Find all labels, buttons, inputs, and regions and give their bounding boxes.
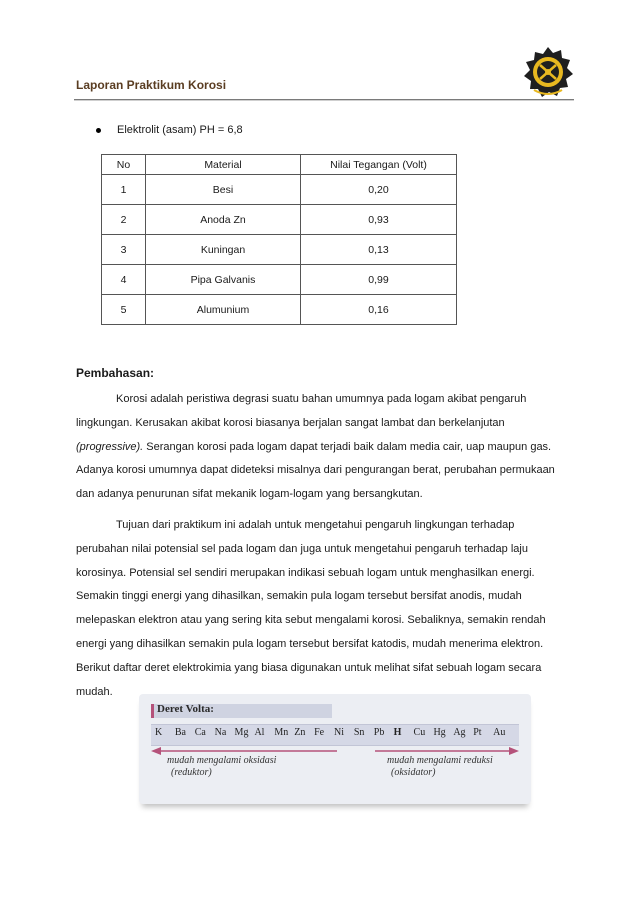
paragraph-line: perubahan nilai potensial sel pada logam dan juga untuk mengetahui pengaruh terhadap laju — [76, 542, 528, 555]
table-row — [102, 235, 457, 265]
page-header-title: Laporan Praktikum Korosi — [76, 78, 227, 92]
volta-metal-mg: Mg — [234, 727, 249, 738]
volta-arrows — [139, 694, 531, 804]
volta-metal-au: Au — [493, 727, 506, 738]
cell-material: Pipa Galvanis — [146, 265, 301, 295]
cell-material: Kuningan — [146, 235, 301, 265]
volta-metal-hg: Hg — [433, 727, 446, 738]
cell-no: 3 — [102, 235, 146, 265]
paragraph-line: lingkungan. Kerusakan akibat korosi biasanya berjalan sangat lambat dan berkelanjutan — [76, 416, 505, 429]
arrow-left-icon — [151, 747, 161, 755]
volta-metal-pt: Pt — [473, 727, 482, 738]
volta-metal-ni: Ni — [334, 727, 344, 738]
cell-material: Besi — [146, 175, 301, 205]
cell-no: 5 — [102, 295, 146, 325]
voltage-table — [101, 154, 457, 325]
volta-metal-h: H — [393, 727, 402, 738]
volta-metal-ag: Ag — [453, 727, 466, 738]
paragraph-line: dan adanya penurunan sifat mekanik logam-logam yang bersangkutan. — [76, 488, 423, 501]
paragraph-line: energi yang dihasilkan semakin pula logam tersebut bersifat katodis, mudah menerima elektron. — [76, 637, 544, 650]
table-row — [102, 265, 457, 295]
cell-material: Anoda Zn — [146, 205, 301, 235]
paragraph-line: Berikut daftar deret elektrokimia yang biasa digunakan untuk melihat sifat sebuah logam secara — [76, 661, 542, 674]
volta-metal-k: K — [155, 727, 163, 738]
electrolyte-bullet — [96, 124, 243, 136]
paragraph-line: (progressive). Serangan korosi pada logam dapat terjadi baik dalam media cair, uap maupun gas. — [76, 440, 552, 453]
cell-no: 4 — [102, 265, 146, 295]
cell-voltage: 0,13 — [301, 235, 457, 265]
arrow-right-icon — [509, 747, 519, 755]
bullet-dot — [96, 128, 101, 133]
header-divider — [74, 99, 574, 100]
table-header-row — [102, 155, 457, 175]
paragraph-line: Korosi adalah peristiwa degrasi suatu bahan umumnya pada logam akibat pengaruh — [116, 393, 527, 405]
volta-metal-pb: Pb — [373, 727, 385, 738]
cell-voltage: 0,16 — [301, 295, 457, 325]
volta-metal-mn: Mn — [274, 727, 289, 738]
volta-metal-sn: Sn — [353, 727, 365, 738]
table-row — [102, 175, 457, 205]
paragraph-line: mudah. — [76, 685, 113, 698]
paragraph-corrosion-definition — [76, 388, 572, 507]
electrolyte-label: Elektrolit (asam) PH = 6,8 — [117, 124, 243, 136]
cell-no: 1 — [102, 175, 146, 205]
oxidation-label: mudah mengalami oksidasi (reduktor) — [167, 755, 277, 778]
volta-metal-cu: Cu — [413, 727, 426, 738]
cell-voltage: 0,99 — [301, 265, 457, 295]
paragraph-line: Adanya korosi umumnya dapat dideteksi misalnya dari pengurangan berat, perubahan permukaan — [76, 464, 555, 477]
column-header-voltage: Nilai Tegangan (Volt) — [301, 155, 457, 175]
volta-title: Deret Volta: — [157, 703, 214, 715]
table-row — [102, 205, 457, 235]
cell-voltage: 0,93 — [301, 205, 457, 235]
paragraph-practicum-goal — [76, 514, 572, 704]
paragraph-line: Tujuan dari praktikum ini adalah untuk mengetahui pengaruh lingkungan terhadap — [116, 519, 515, 531]
paragraph-line: Semakin tinggi energi yang dihasilkan, semakin pula logam tersebut bersifat anodis, mudah — [76, 590, 522, 603]
column-header-material: Material — [146, 155, 301, 175]
volta-metal-zn: Zn — [294, 727, 306, 738]
ministry-emblem-icon — [520, 44, 576, 100]
paragraph-line: korosinya. Potensial sel sendiri merupakan indikasi sebuah logam untuk menghasilkan energi. — [76, 566, 535, 579]
paragraph-line: melepaskan elektron atau yang sering kita sebut mengalami korosi. Sebaliknya, semakin rendah — [76, 614, 546, 627]
volta-metal-na: Na — [214, 727, 227, 738]
cell-voltage: 0,20 — [301, 175, 457, 205]
volta-metal-ba: Ba — [174, 727, 186, 738]
table-row — [102, 295, 457, 325]
volta-metal-al: Al — [254, 727, 265, 738]
volta-metal-ca: Ca — [194, 727, 206, 738]
column-header-no: No — [102, 155, 146, 175]
section-title-pembahasan: Pembahasan: — [76, 366, 155, 380]
cell-no: 2 — [102, 205, 146, 235]
cell-material: Alumunium — [146, 295, 301, 325]
volta-metal-fe: Fe — [314, 727, 325, 738]
volta-series-figure — [139, 694, 531, 804]
reduction-label: mudah mengalami reduksi (oksidator) — [387, 755, 493, 778]
